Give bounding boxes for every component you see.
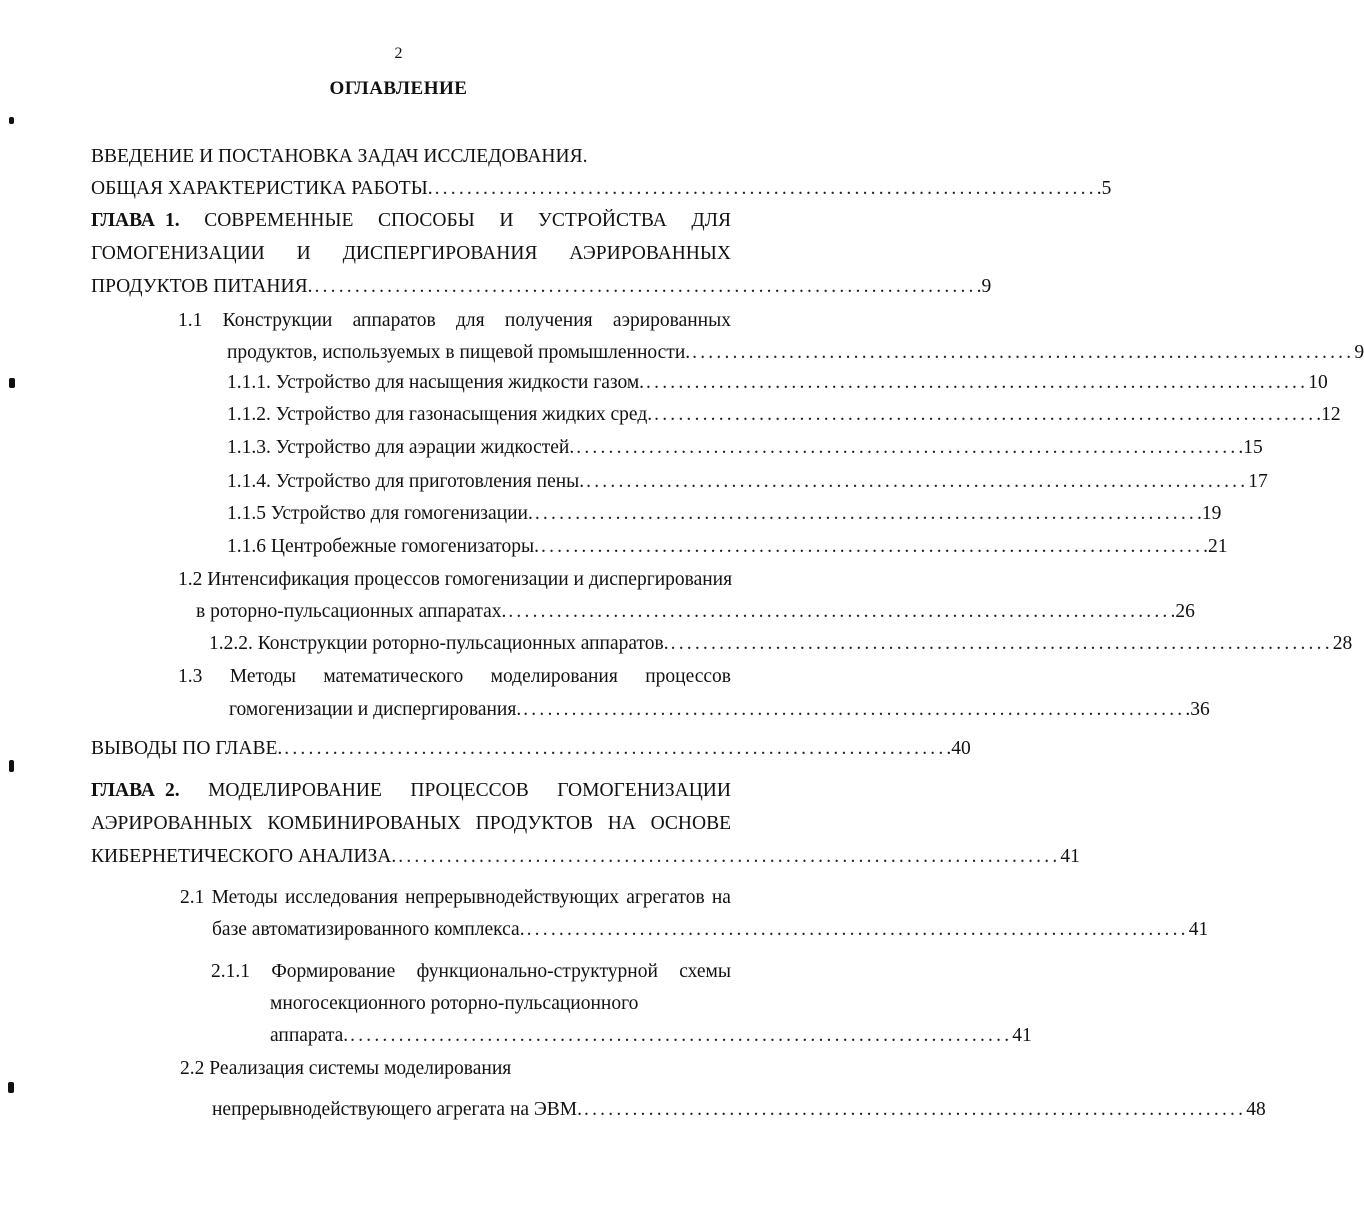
toc-s2-2-line2[interactable]: непрерывнодействующего агрегата на ЭВМ. .................................................................................. 48 [212,1093,731,1127]
toc-ch2-line1[interactable]: ГЛАВА 2. МОДЕЛИРОВАНИЕ ПРОЦЕССОВ ГОМОГЕНИЗАЦИИ [91,774,731,808]
toc-leader: .................................................................................. [526,919,1189,940]
toc-s1-2-line2[interactable]: в роторно-пульсационных аппаратах. .................................................................................. .26 [196,595,731,629]
toc-leader: .................................................................................. [692,342,1355,363]
toc-s1-2-2[interactable]: 1.2.2. Конструкции роторно-пульсационных аппаратов. .................................................................................. 28 [209,627,731,661]
toc-s1-1-2[interactable]: 1.1.2. Устройство для газонасыщения жидких сред. .................................................................................. .12 [227,398,731,432]
toc-conclusions[interactable]: ВЫВОДЫ ПО ГЛАВЕ. .................................................................................. .40 [91,732,731,766]
page-number: 2 [394,45,403,62]
toc-leader: .................................................................................. [284,738,947,759]
toc-s1-3-line2[interactable]: гомогенизации и диспергирования. .................................................................................. .36 [229,693,731,727]
toc-s1-2-line1[interactable]: 1.2 Интенсификация процессов гомогенизации и диспергирования [178,569,733,590]
toc-page: 17 [1248,471,1268,492]
toc-leader: .................................................................................. [586,471,1249,492]
toc-page: .12 [1316,404,1341,425]
toc-s1-1-3[interactable]: 1.1.3. Устройство для аэрации жидкостей. .................................................................................. .15 [227,431,731,465]
toc-intro-text1: ВВЕДЕНИЕ И ПОСТАНОВКА ЗАДАЧ ИССЛЕДОВАНИЯ. [91,146,588,167]
toc-leader: .................................................................................. [576,437,1239,458]
toc-page: .36 [1185,699,1210,720]
toc-page: 41 [1188,919,1209,940]
toc-page: .15 [1238,437,1263,458]
toc-intro-text2: ОБЩАЯ ХАРАКТЕРИСТИКА РАБОТЫ. [91,178,433,199]
toc-leader: .................................................................................. [314,276,977,297]
toc-ch2-line2[interactable]: АЭРИРОВАННЫХ КОМБИНИРОВАНЫХ ПРОДУКТОВ НА ОСНОВЕ [91,813,731,834]
toc-leader: .................................................................................. [646,372,1309,393]
toc-ch1-line3[interactable]: ПРОДУКТОВ ПИТАНИЯ. .................................................................................. .9 [91,270,731,304]
toc-page: .26 [1170,601,1195,622]
toc-s2-1-1-line1[interactable]: 2.1.1 Формирование функционально-структурной схемы [211,961,731,982]
toc-page: .21 [1203,536,1228,557]
toc-leader: .................................................................................. [508,601,1171,622]
toc-s1-1-4[interactable]: 1.1.4. Устройство для приготовления пены. .................................................................................. 17 [227,465,731,499]
toc-leader: .................................................................................. [670,633,1333,654]
toc-page: .9 [976,276,992,297]
toc-leader: .................................................................................. [398,846,1061,867]
toc-page: .19 [1197,503,1222,524]
toc-ch1-line1[interactable]: ГЛАВА 1. СОВРЕМЕННЫЕ СПОСОБЫ И УСТРОЙСТВА ДЛЯ [91,204,731,238]
scan-mark [8,1082,14,1093]
toc-ch1-line2[interactable]: ГОМОГЕНИЗАЦИИ И ДИСПЕРГИРОВАНИЯ АЭРИРОВАННЫХ [91,243,731,264]
toc-page: 41 [1012,1025,1032,1046]
chapter-label: ГЛАВА 1. [91,210,180,231]
toc-s1-1-5[interactable]: 1.1.5 Устройство для гомогенизации. .................................................................................. .19 [227,497,731,531]
toc-s1-1-line2[interactable]: продуктов, используемых в пищевой промышленности. .................................................................................. 9 [227,336,731,370]
toc-leader: .................................................................................. [584,1099,1247,1120]
page-title: ОГЛАВЛЕНИЕ [329,78,468,99]
toc-s2-1-1-line2[interactable]: многосекционного роторно-пульсационного [270,993,639,1014]
toc-s1-1-1[interactable]: 1.1.1. Устройство для насыщения жидкости газом. .................................................................................. 10 [227,366,731,400]
toc-page: .5 [1096,178,1112,199]
toc-leader: .................................................................................. [534,503,1198,524]
scan-mark [9,760,14,772]
toc-s2-1-1-line3[interactable]: аппарата. .................................................................................. 41 [270,1019,731,1053]
toc-page: 48 [1246,1099,1266,1120]
toc-leader: .................................................................................. [523,699,1186,720]
toc-s2-1-line1[interactable]: 2.1 Методы исследования непрерывнодействующих агрегатов на [180,887,731,908]
toc-leader: .................................................................................. [434,178,1097,199]
toc-page: 10 [1308,372,1328,393]
toc-leader: .................................................................................. [654,404,1317,425]
toc-s2-1-line2[interactable]: базе автоматизированного комплекса. .................................................................................. 41 [212,913,731,947]
toc-page: .40 [946,738,971,759]
toc-s1-3-line1[interactable]: 1.3 Методы математического моделирования процессов [178,666,731,687]
toc-s1-1-6[interactable]: 1.1.6 Центробежные гомогенизаторы. .................................................................................. .21 [227,530,731,564]
toc-leader: .................................................................................. [350,1025,1013,1046]
toc-s2-2-line1[interactable]: 2.2 Реализация системы моделирования [180,1058,512,1079]
toc-ch2-line3[interactable]: КИБЕРНЕТИЧЕСКОГО АНАЛИЗА. .................................................................................. 41 [91,840,731,874]
scan-mark [9,117,14,124]
toc-s1-1-line1[interactable]: 1.1 Конструкции аппаратов для получения аэрированных [178,310,731,331]
toc-page: 41 [1060,846,1080,867]
scan-mark [9,378,15,388]
toc-page: 28 [1332,633,1353,654]
toc-intro-line2[interactable] [91,172,1112,206]
toc-intro-line1[interactable] [91,140,587,174]
chapter-label: ГЛАВА 2. [91,780,180,801]
toc-page: 9 [1354,342,1364,363]
toc-leader: .................................................................................. [541,536,1204,557]
